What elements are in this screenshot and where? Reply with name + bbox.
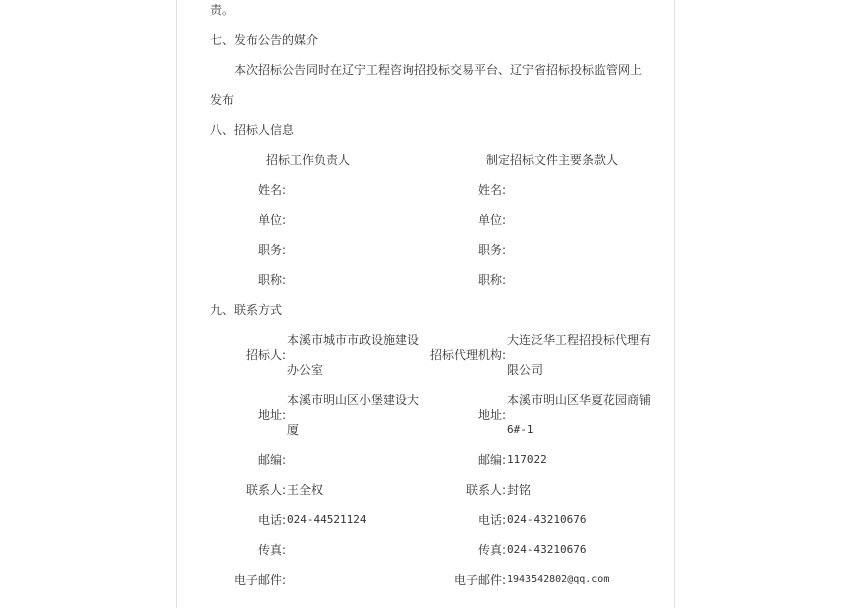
tenderer-value-line1: 本溪市城市市政设施建设 — [287, 333, 420, 347]
tenderer-phone-value: 024-44521124 — [287, 513, 367, 526]
clause-author-name-label: 姓名: — [477, 183, 506, 197]
agency-fax-value: 024-43210676 — [507, 543, 587, 556]
clause-author-title-label: 职称: — [477, 273, 506, 287]
agency-label: 招标代理机构: — [429, 348, 506, 362]
section-7-body-line1: 本次招标公告同时在辽宁工程咨询招投标交易平台、辽宁省招标投标监管网上 — [234, 63, 643, 77]
agency-postcode-value: 117022 — [507, 453, 547, 466]
tenderer-fax-label: 传真: — [257, 543, 286, 557]
agency-contact-label: 联系人: — [465, 483, 506, 497]
clause-author-header: 制定招标文件主要条款人 — [486, 153, 619, 167]
tender-lead-position-label: 职务: — [257, 243, 286, 257]
agency-address-line1: 本溪市明山区华夏花园商铺 — [507, 393, 652, 407]
agency-email-value: 1943542802@qq.com — [507, 574, 610, 585]
agency-phone-label: 电话: — [477, 513, 506, 527]
tenderer-contact-value: 王全权 — [287, 483, 324, 497]
tender-lead-title-label: 职称: — [257, 273, 286, 287]
section-7-heading: 七、发布公告的媒介 — [210, 33, 319, 47]
tenderer-address-line2: 厦 — [287, 423, 300, 437]
agency-fax-label: 传真: — [477, 543, 506, 557]
tender-lead-unit-label: 单位: — [257, 213, 286, 227]
tenderer-label: 招标人: — [245, 348, 286, 362]
tenderer-email-label: 电子邮件: — [233, 573, 286, 587]
clause-author-unit-label: 单位: — [477, 213, 506, 227]
tenderer-contact-label: 联系人: — [245, 483, 286, 497]
tenderer-phone-label: 电话: — [257, 513, 286, 527]
previous-text-end: 责。 — [210, 3, 235, 17]
clause-author-position-label: 职务: — [477, 243, 506, 257]
tender-lead-name-label: 姓名: — [257, 183, 286, 197]
agency-address-line2: 6#-1 — [507, 423, 534, 436]
agency-value-line1: 大连泛华工程招投标代理有 — [507, 333, 652, 347]
tenderer-value-line2: 办公室 — [287, 363, 324, 377]
agency-contact-value: 封铭 — [507, 483, 532, 497]
tenderer-address-label: 地址: — [257, 408, 286, 422]
tenderer-postcode-label: 邮编: — [257, 453, 286, 467]
section-7-body-line2: 发布 — [210, 93, 235, 107]
agency-email-label: 电子邮件: — [453, 573, 506, 587]
tenderer-address-line1: 本溪市明山区小堡建设大 — [287, 393, 420, 407]
section-9-heading: 九、联系方式 — [210, 303, 283, 317]
agency-address-label: 地址: — [477, 408, 506, 422]
agency-phone-value: 024-43210676 — [507, 513, 587, 526]
section-8-heading: 八、招标人信息 — [210, 123, 295, 137]
agency-value-line2: 限公司 — [507, 363, 544, 377]
tender-lead-header: 招标工作负责人 — [266, 153, 351, 167]
agency-postcode-label: 邮编: — [477, 453, 506, 467]
